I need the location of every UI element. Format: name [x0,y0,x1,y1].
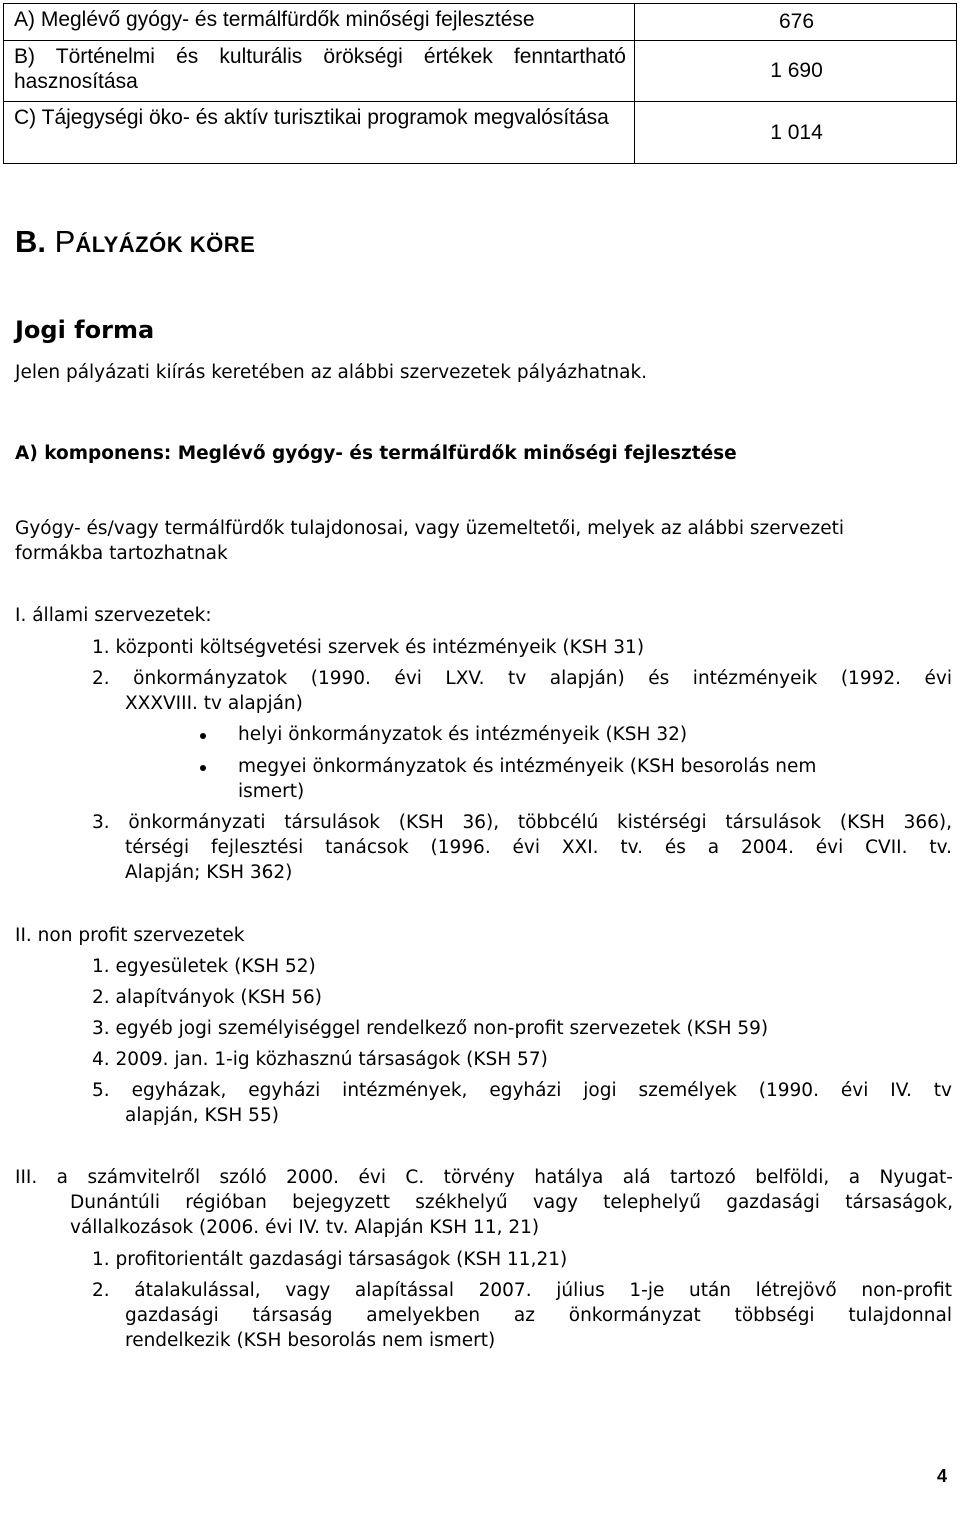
group1-bullet2-line2: ismert) [238,781,305,802]
group3-item2-line3: rendelkezik (KSH besorolás nem ismert) [125,1330,496,1351]
group1-title: I. állami szervezetek: [15,605,212,626]
group1-item2-line2: XXXVIII. tv alapján) [125,693,303,714]
table-row [4,4,957,41]
bullet-icon [200,765,206,771]
table-row [4,102,957,164]
group3-line1: III. a számvitelről szóló 2000. évi C. törvény hatálya alá tartozó belföldi, a Nyugat- [15,1167,953,1188]
group3-line3: vállalkozások (2006. évi IV. tv. Alapján KSH 11, 21) [70,1217,540,1238]
group1-bullet1: helyi önkormányzatok és intézményeik (KSH 32) [238,724,688,745]
row-label: A) Meglévő gyógy- és termálfürdők minőségi fejlesztése [4,4,635,41]
group3-item2-line2: gazdasági társaság amelyekben az önkormányzat többségi tulajdonnal [125,1305,952,1326]
page-number: 4 [937,1466,948,1486]
group3-item1: 1. profitorientált gazdasági társaságok (KSH 11,21) [92,1249,568,1270]
component-heading: A) komponens: Meglévő gyógy- és termálfürdők minőségi fejlesztése [15,443,737,464]
group1-item3-line1: 3. önkormányzati társulások (KSH 36), többcélú kistérségi társulások (KSH 366), [92,812,952,833]
group1-bullet2-line1: megyei önkormányzatok és intézményeik (KSH besorolás nem [238,756,817,777]
group2-title: II. non profit szervezetek [15,925,245,946]
group1-item1: 1. központi költségvetési szervek és intézményeik (KSH 31) [92,637,645,658]
row-value: 1 690 [635,41,957,102]
group1-item3-line2: térségi fejlesztési tanácsok (1996. évi XXI. tv. és a 2004. évi CVII. tv. [125,837,952,858]
intro-text: Jelen pályázati kiírás keretében az alábbi szervezetek pályázhatnak. [15,362,648,383]
group2-item: 3. egyéb jogi személyiséggel rendelkező non-profit szervezetek (KSH 59) [92,1018,769,1039]
group3-line2: Dunántúli régióban bejegyzett székhelyű vagy telephelyű gazdasági társaságok, [70,1192,953,1213]
row-label: C) Tájegységi öko- és aktív turisztikai programok megvalósítása [4,102,635,164]
group1-item3-line3: Alapján; KSH 362) [125,862,293,883]
jogi-forma-heading: Jogi forma [15,316,155,344]
budget-table [3,3,957,164]
group2-item: 2. alapítványok (KSH 56) [92,987,322,1008]
row-value: 1 014 [635,102,957,164]
row-label: B) Történelmi és kulturális örökségi értékek fenntartható hasznosítása [4,41,635,102]
group1-item2-line1: 2. önkormányzatok (1990. évi LXV. tv alapján) és intézményeik (1992. évi [92,668,952,689]
group2-item: 1. egyesületek (KSH 52) [92,956,316,977]
bullet-icon [200,733,206,739]
group2-item: 4. 2009. jan. 1-ig közhasznú társaságok (KSH 57) [92,1049,548,1070]
group2-item5-line1: 5. egyházak, egyházi intézmények, egyházi jogi személyek (1990. évi IV. tv [92,1080,952,1101]
component-desc-line2: formákba tartozhatnak [15,543,228,564]
row-value: 676 [635,4,957,41]
table-row [4,41,957,102]
group2-item5-line2: alapján, KSH 55) [125,1105,279,1126]
component-desc-line1: Gyógy- és/vagy termálfürdők tulajdonosai, vagy üzemeltetői, melyek az alábbi szervezeti [15,518,844,539]
group3-item2-line1: 2. átalakulással, vagy alapítással 2007. július 1-je után létrejövő non-profit [92,1280,952,1301]
section-title: B. PÁLYÁZÓK KÖRE [15,224,256,259]
